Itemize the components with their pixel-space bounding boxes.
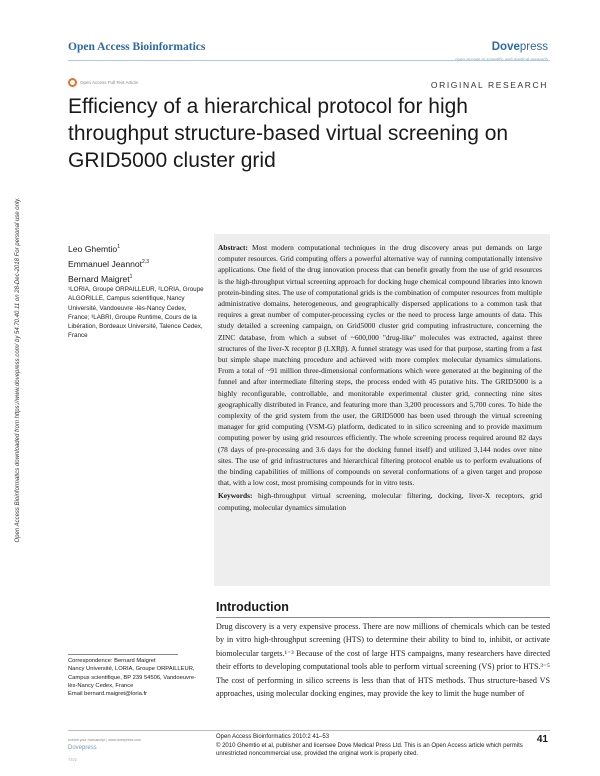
footer-logo: Dovepress: [68, 745, 97, 751]
author: Emmanuel Jeannot$^{2,3}$: [68, 258, 149, 269]
author: Bernard Maigret$^1$: [68, 273, 133, 284]
keywords-text: high-throughput virtual screening, molecular filtering, docking, liver-X receptors, grid computing, molecular dynamics simulation: [218, 491, 542, 512]
correspondence-text: Correspondence: Bernard Maigret Nancy Université, LORIA, Groupe ORPAILLEUR, Campus scientifique, BP 239 54506, Vandoeuvre-lès-Nancy Cedex, France Email bernard.maigret@loria.fr: [68, 658, 197, 698]
publisher-tagline: open access to scientific and medical research: [454, 57, 548, 62]
correspondence: [68, 657, 203, 698]
copyright: © 2010 Ghemtio et al, publisher and licensee Dove Medical Press Ltd. This is an Open Access article which permits unrestricted noncommercial use, provided the original work is properly cited.: [216, 743, 523, 758]
keywords: [218, 490, 542, 512]
abstract-box: [214, 234, 550, 586]
publisher-logo: [492, 41, 548, 53]
header-divider: [68, 60, 550, 61]
intro-paragraph: Drug discovery is a very expensive process. There are now millions of chemicals which can be tested by in vitro high-throughput screening (HTS) to determine their ability to bind to, inhibit, or activate biomolecular targets.¹⁻³ Because of the cost of large HTS campaigns, many researchers have directed their efforts to developing computational tools able to perform virtual screening (VS) prior to HTS.³⁻⁵ The cost of performing in silico screens is less than that of HTS methods. Thus structure-based VS approaches, using molecular docking engines, may provide the key to limit the huge number of: [216, 622, 550, 699]
affiliations: [68, 285, 208, 341]
author-list: [68, 241, 208, 286]
footer-divider: [68, 730, 550, 731]
page-number: 41: [536, 734, 548, 745]
publisher-logo-bold: Dove: [491, 41, 520, 53]
abstract-text: Most modern computational techniques in the drug discovery areas put demands on large computer resources. Grid computing offers a powerful alternative way of running computationally intensive applications. One field of the drug innovation process that can benefit greatly from the use of grid resources is the high-throughput virtual screening approach for docking huge chemical compound libraries into known protein-binding sites. The use of computational grids is the combination of computer resources from multiple administrative domains, heterogeneous, and geographically dispersed applications to a common task that requires a great number of computer-processing cycles or the need to process large amounts of data. This study detailed a screening campaign, on Grid5000 cluster grid computing infrastructure, concerning the ZINC database, from which a subset of ~600,000 "drug-like" molecules was extracted, against three structures of the liver-X receptor β (LXRβ). A funnel strategy was used for that purpose, starting from a fast but simple shape matching procedure and achieved with more complex molecular dynamics simulations. From a total of ~91 million three-dimensional conformations which were generated at the beginning of the funnel and after intermediate filtering steps, the process ended with 45 putative hits. The GRID5000 is a highly reconfigurable, controllable, and monitorable experimental cluster grid, connecting nine sites geographically distributed in France, and featuring more than 3,200 processors and 5,700 cores. To hide the complexity of the grid system from the user, the GRID5000 has been used through the virtual screening manager for grid computing (VSM-G) platform, dedicated to in silico screening and to provide maximum computing power by using grid resources efficiently. The whole screening process required around 82 days (78 days of pre-processing and 3.6 days for the docking funnel itself) and utilized 3,144 nodes over nine sites. The use of grid infrastructures and hierarchical filtering protocol enable us to perform evaluations of the binding capabilities of millions of compounds on several conformations of a given target and propose that, with a low cost, most promising compounds for in vitro tests.: [218, 243, 542, 488]
article-title: Efficiency of a hierarchical protocol for high throughput structure-based virtual screening on GRID5000 cluster grid: [68, 95, 509, 172]
submit-link[interactable]: submit your manuscript | www.dovepress.com: [68, 738, 142, 742]
abstract: [218, 242, 542, 488]
publisher-logo-rest: press: [519, 41, 548, 53]
journal-name: Open Access Bioinformatics: [68, 41, 206, 53]
open-access-icon: [68, 78, 77, 87]
download-watermark: Open Access Bioinformatics downloaded from https://www.dovepress.com/ by 54.70.40.11 on 28-Dec-2018 For personal use only.: [15, 197, 21, 543]
author: Leo Ghemtio$^1$: [68, 243, 120, 254]
citation: Open Access Bioinformatics 2010:2 41–53: [216, 734, 330, 740]
abstract-label: Abstract:: [218, 243, 248, 252]
section-heading: Introduction: [216, 600, 289, 614]
keywords-label: Keywords:: [218, 491, 253, 501]
article-type: ORIGINAL RESEARCH: [430, 80, 548, 90]
correspondence-divider: [68, 654, 178, 655]
affiliation-text: ¹LORIA, Groupe ORPAILLEUR, ²LORIA, Groupe ALGORILLE, Campus scientifique, Nancy Université, Vandoeuvre -lès-Nancy Cedex, France; ³LABRI, Groupe Runtime, Cours de la Libération, Bordeaux Université, Talence Cedex, France: [68, 286, 204, 340]
open-access-label: Open Access Full Text Article: [80, 80, 138, 85]
section-divider: [216, 617, 550, 618]
footer-code: 7372: [68, 757, 77, 762]
